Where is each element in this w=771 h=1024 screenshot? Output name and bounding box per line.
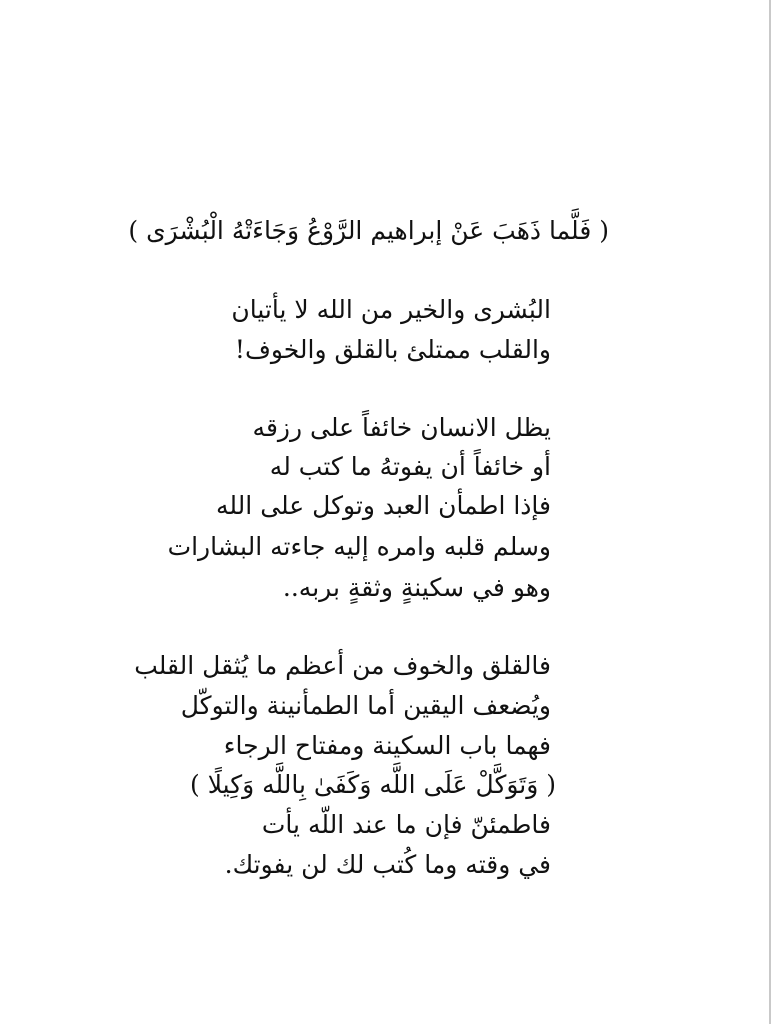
stanza-2-line-5: وهو في سكينةٍ وثقةٍ بربه..: [282, 573, 551, 602]
stanza-3-line-3: فهما باب السكينة ومفتاح الرجاء: [223, 731, 551, 760]
stanza-2-line-2: أو خائفاً أن يفوتهُ ما كتب له: [269, 452, 551, 481]
quran-verse-title: ( فَلَّما ذَهَبَ عَنْ إبراهيم الرَّوْعُ وَجَاءَتْهُ الْبُشْرَى ): [128, 216, 609, 245]
stanza-1-line-2: والقلب ممتلئ بالقلق والخوف!: [234, 335, 551, 364]
stanza-3-line-5: فاطمئنّ فإن ما عند اللّه يأت: [261, 810, 551, 839]
stanza-3-line-6: في وقته وما كُتب لك لن يفوتك.: [224, 850, 551, 879]
quran-verse-inline: ( وَتَوَكَّلْ عَلَى اللَّه وَكَفَىٰ بِاللَّه وَكِيلًا ): [190, 770, 556, 799]
stanza-2-line-1: يظل الانسان خائفاً على رزقه: [252, 413, 551, 442]
stanza-1-line-1: البُشرى والخير من الله لا يأتيان: [231, 295, 551, 324]
stanza-3-line-1: فالقلق والخوف من أعظم ما يُثقل القلب: [134, 651, 551, 680]
stanza-2-line-3: فإذا اطمأن العبد وتوكل على الله: [216, 491, 551, 520]
stanza-3-line-2: ويُضعف اليقين أما الطمأنينة والتوكّل: [180, 691, 551, 720]
stanza-2-line-4: وسلم قلبه وامره إليه جاءته البشارات: [167, 532, 551, 561]
